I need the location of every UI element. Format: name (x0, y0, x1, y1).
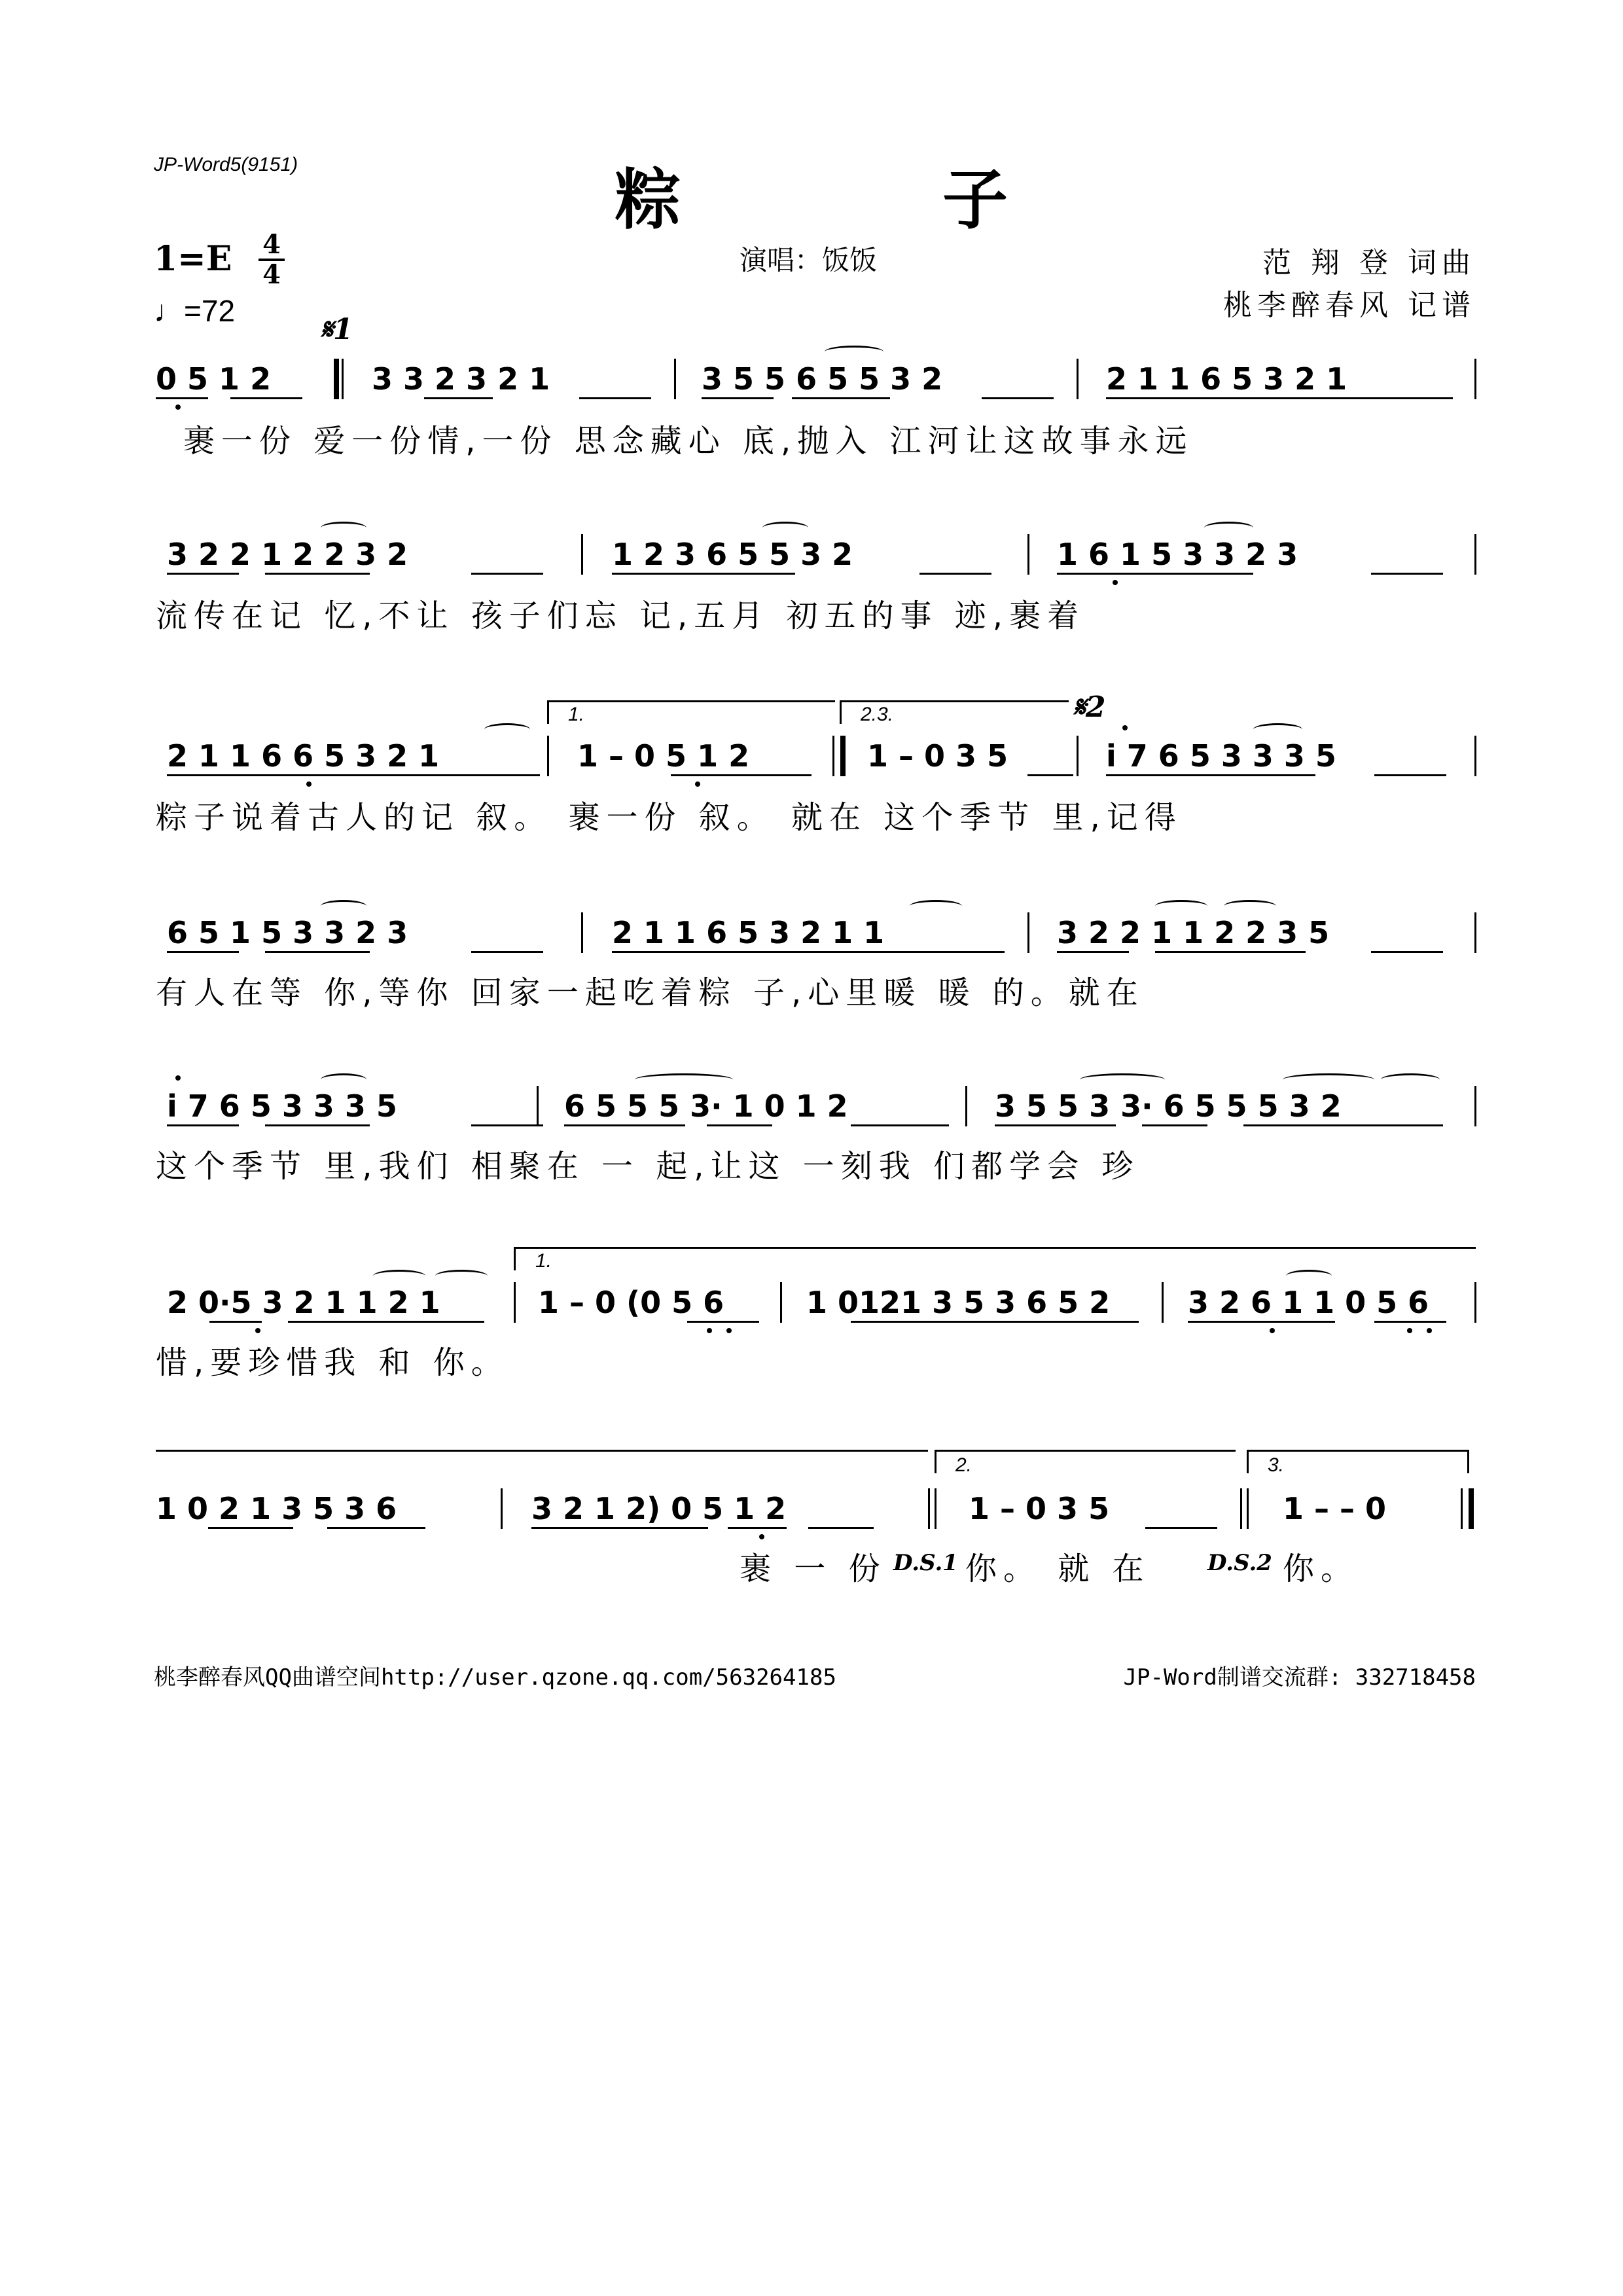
transcriber-credit: 桃李醉春风 记谱 (1223, 289, 1476, 322)
measure-10: i 7 6 5 3 3 3 5 (1106, 738, 1336, 774)
final-bar-thick (1469, 1488, 1474, 1529)
segno-1-mark: 𝄋1 (321, 313, 353, 346)
volta-23-label: 2.3. (861, 704, 894, 725)
slur (321, 1073, 366, 1086)
underline (982, 397, 1054, 399)
barline (547, 736, 549, 776)
underline (1371, 573, 1443, 575)
underline (471, 1124, 543, 1126)
double-bar (1240, 1488, 1242, 1529)
lower-octave-dot (255, 1328, 260, 1333)
slur (825, 346, 883, 358)
measure-22: 3 2 1 2) 0 5 1 2 (531, 1491, 787, 1526)
underline (288, 1321, 484, 1323)
underline (1155, 951, 1306, 953)
barline (674, 359, 676, 399)
measure-11: 6 5 1 5 3 3 2 3 (167, 915, 408, 950)
slur (1080, 1073, 1165, 1086)
measure-19: 1 0121 3 5 3 6 5 2 (806, 1285, 1111, 1320)
underline (995, 1124, 1116, 1126)
lower-octave-dot (1113, 580, 1118, 585)
lower-octave-dot (759, 1534, 764, 1539)
underline (919, 573, 991, 575)
underline (471, 573, 543, 575)
underline (792, 397, 890, 399)
underline (1142, 1124, 1207, 1126)
barline (780, 1282, 782, 1323)
lyrics-line-3: 粽子说着古人的记 叙。 裹一份 叙。 就在 这个季节 里,记得 (156, 799, 1183, 836)
lyrics-line-7a: 裹 一 份 (740, 1551, 887, 1587)
song-title: 粽 子 (615, 161, 1106, 238)
slur (1224, 900, 1276, 912)
underline (167, 951, 239, 953)
measure-23: 1 – 0 3 5 (969, 1491, 1110, 1526)
slur (484, 723, 530, 736)
barline (537, 1086, 539, 1126)
volta-2-label: 2. (955, 1454, 972, 1476)
slur (635, 1073, 733, 1086)
double-bar (935, 1488, 936, 1529)
underline (1057, 573, 1253, 575)
software-label: JP-Word5(9151) (154, 154, 298, 175)
barline (1474, 736, 1476, 776)
lyrics-line-5: 这个季节 里,我们 相聚在 一 起,让这 一刻我 们都学会 珍 (156, 1148, 1140, 1185)
measure-1: 3 3 2 3 2 1 (372, 361, 550, 397)
barline (1077, 736, 1079, 776)
measure-2: 3 5 5 6 5 5 3 2 (702, 361, 943, 397)
barline (501, 1488, 503, 1529)
repeat-start-bar (334, 359, 339, 399)
slur (321, 900, 366, 912)
measure-7: 2 1 1 6 6 5 3 2 1 (167, 738, 440, 774)
repeat-start-bar-thin (342, 359, 344, 399)
underline (1027, 774, 1073, 776)
underline (265, 951, 370, 953)
lyrics-line-7b: 你。 就 在 (965, 1551, 1150, 1587)
underline (230, 397, 302, 399)
repeat-end-bar (832, 736, 834, 776)
measure-4: 3 2 2 1 2 2 3 2 (167, 537, 408, 572)
time-signature-top: 4 (262, 229, 281, 260)
underline (327, 1527, 425, 1529)
volta-bracket-continuation (156, 1450, 928, 1452)
underline (612, 573, 795, 575)
slur (1253, 723, 1302, 736)
underline (1243, 1124, 1443, 1126)
footer-source-link: 桃李醉春风QQ曲谱空间http://user.qzone.qq.com/563264185 (154, 1664, 836, 1691)
slur (910, 900, 962, 912)
volta-bracket-23 (840, 700, 1069, 702)
underline (671, 774, 812, 776)
volta-1b-label: 1. (535, 1250, 552, 1272)
volta-bracket-edge (1467, 1450, 1469, 1473)
volta-bracket-edge (840, 700, 842, 724)
underline (265, 573, 370, 575)
measure-15: 6 5 5 5 3· 1 0 1 2 (564, 1088, 848, 1124)
underline (265, 1124, 370, 1126)
lyrics-line-6: 惜,要珍惜我 和 你。 (156, 1344, 509, 1381)
lyrics-line-1: 裹一份 爱一份情,一份 思念藏心 底,抛入 江河让这故事永远 (183, 423, 1194, 459)
volta-bracket-2 (935, 1450, 1236, 1452)
measure-24: 1 – – 0 (1283, 1491, 1387, 1526)
measure-8: 1 – 0 5 1 2 (577, 738, 750, 774)
underline (1145, 1527, 1217, 1529)
time-signature (259, 229, 285, 290)
measure-16: 3 5 5 3 3· 6 5 5 5 3 2 (995, 1088, 1342, 1124)
key-signature: 1=E (154, 239, 232, 279)
lower-octave-dot (306, 781, 312, 787)
barline (965, 1086, 967, 1126)
barline (1474, 1086, 1476, 1126)
final-bar-thin (1461, 1488, 1463, 1529)
slur (762, 522, 808, 534)
lower-octave-dot (695, 781, 700, 787)
underline (1188, 1321, 1335, 1323)
lyricist-composer-credit: 范 翔 登 词曲 (1262, 246, 1476, 279)
double-bar (928, 1488, 930, 1529)
slur (1286, 1270, 1332, 1282)
underline (1371, 951, 1443, 953)
measure-9: 1 – 0 3 5 (867, 738, 1008, 774)
slur (1381, 1073, 1440, 1086)
underline (612, 951, 1005, 953)
barline (1077, 359, 1079, 399)
underline (702, 397, 774, 399)
slur (1283, 1073, 1374, 1086)
singer-credit: 演唱：饭饭 (740, 244, 878, 276)
measure-3: 2 1 1 6 5 3 2 1 (1106, 361, 1347, 397)
underline (1374, 774, 1446, 776)
volta-bracket-edge (547, 700, 549, 724)
barline (581, 534, 583, 575)
underline (1106, 774, 1315, 776)
measure-pickup-1: 0 5 1 2 (156, 361, 272, 397)
underline (167, 1124, 239, 1126)
barline (1027, 912, 1029, 953)
underline (531, 1527, 708, 1529)
underline (209, 1321, 262, 1323)
volta-bracket-1 (547, 700, 835, 702)
ds-2-mark: D.S.2 (1207, 1550, 1272, 1576)
slur (1155, 900, 1207, 912)
underline (707, 1124, 772, 1126)
volta-bracket-1b (514, 1247, 1476, 1249)
volta-1-label: 1. (568, 704, 585, 725)
measure-20: 3 2 6 1 1 0 5 6 (1188, 1285, 1429, 1320)
lower-octave-dot (1407, 1328, 1412, 1333)
measure-5: 1 2 3 6 5 5 3 2 (612, 537, 853, 572)
underline (851, 1321, 1139, 1323)
lyrics-line-7c: 你。 (1283, 1551, 1359, 1587)
underline (728, 1527, 787, 1529)
lower-octave-dot (726, 1328, 732, 1333)
double-bar (1247, 1488, 1249, 1529)
upper-octave-dot (1122, 725, 1128, 730)
barline (581, 912, 583, 953)
ds-1-mark: D.S.1 (893, 1550, 958, 1576)
upper-octave-dot (175, 1075, 181, 1081)
barline (1027, 534, 1029, 575)
lower-octave-dot (175, 404, 181, 410)
barline (1474, 1282, 1476, 1323)
underline (208, 1527, 293, 1529)
measure-18: 1 – 0 (0 5 6 (538, 1285, 724, 1320)
underline (424, 397, 493, 399)
underline (1374, 1321, 1446, 1323)
lyrics-line-4: 有人在等 你,等你 回家一起吃着粽 子,心里暖 暖 的。就在 (156, 975, 1145, 1011)
underline (687, 1321, 759, 1323)
slur (373, 1270, 425, 1282)
lower-octave-dot (707, 1328, 712, 1333)
slur (321, 522, 366, 534)
measure-6: 1 6 1 5 3 3 2 3 (1057, 537, 1298, 572)
measure-13: 3 2 2 1 1 2 2 3 5 (1057, 915, 1330, 950)
measure-17: 2 0·5 3 2 1 1 2 1 (167, 1285, 440, 1320)
lyrics-line-2: 流传在记 忆,不让 孩子们忘 记,五月 初五的事 迹,裹着 (156, 598, 1086, 634)
underline (579, 397, 651, 399)
underline (167, 573, 239, 575)
barline (1474, 912, 1476, 953)
underline (1106, 397, 1453, 399)
volta-bracket-edge (1247, 1450, 1249, 1473)
underline (1057, 951, 1129, 953)
underline (851, 1124, 949, 1126)
slur (435, 1270, 488, 1282)
barline (1474, 534, 1476, 575)
lower-octave-dot (1270, 1328, 1275, 1333)
measure-14: i 7 6 5 3 3 3 5 (167, 1088, 397, 1124)
segno-2-mark: 𝄋2 (1073, 691, 1106, 724)
volta-3-label: 3. (1268, 1454, 1285, 1476)
underline (564, 1124, 685, 1126)
barline (514, 1282, 516, 1323)
barline (1474, 359, 1476, 399)
measure-21: 1 0 2 1 3 5 3 6 (156, 1491, 397, 1526)
underline (167, 774, 540, 776)
repeat-end-bar-thick (840, 736, 846, 776)
volta-bracket-3 (1247, 1450, 1469, 1452)
volta-bracket-edge (935, 1450, 936, 1473)
tempo-mark: ♩=72 (154, 294, 236, 328)
volta-bracket-edge (514, 1247, 516, 1270)
underline (471, 951, 543, 953)
barline (1162, 1282, 1164, 1323)
footer-group-info: JP-Word制谱交流群: 332718458 (1123, 1664, 1476, 1691)
time-signature-bottom: 4 (262, 259, 281, 290)
measure-12: 2 1 1 6 5 3 2 1 1 (612, 915, 885, 950)
underline (156, 397, 208, 399)
underline (808, 1527, 874, 1529)
slur (1204, 522, 1253, 534)
lower-octave-dot (1427, 1328, 1432, 1333)
